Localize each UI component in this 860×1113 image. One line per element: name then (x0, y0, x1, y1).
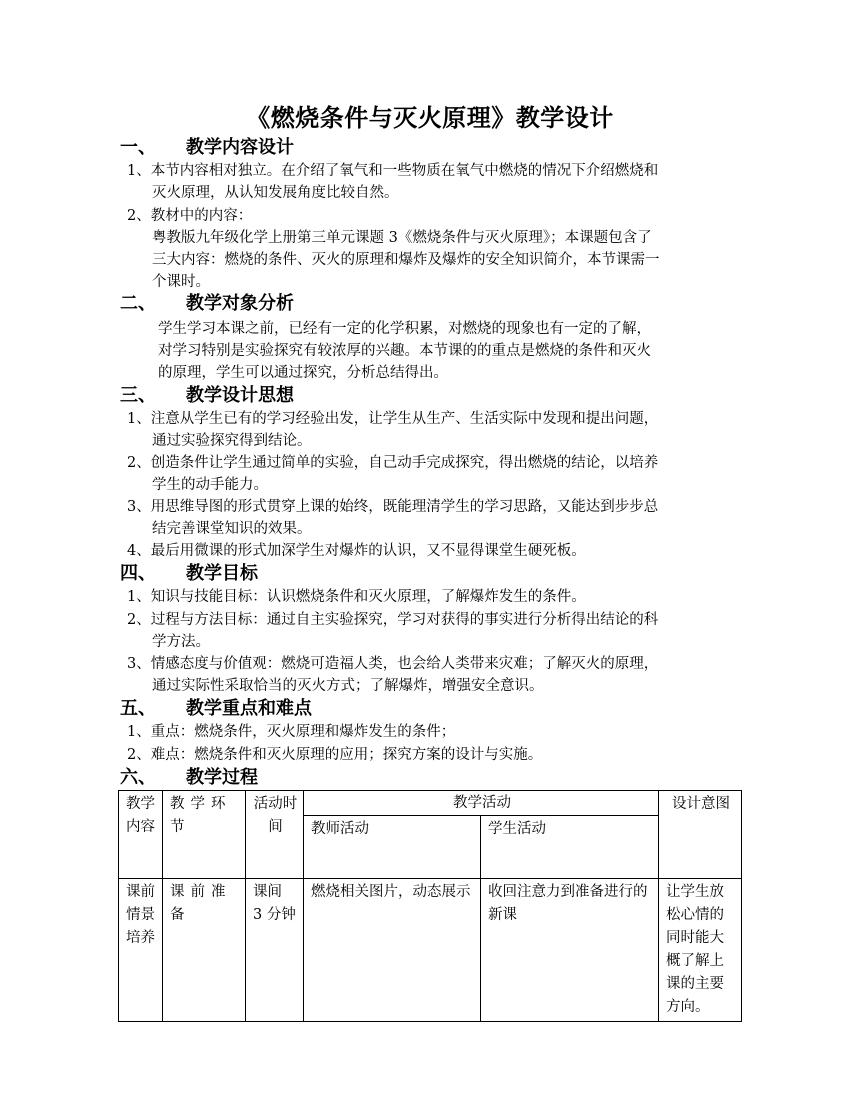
paragraph-line: 1、注意从学生已有的学习经验出发，让学生从生产、生活实际中发现和提出问题， (127, 411, 659, 427)
paragraph-line: 2、过程与方法目标：通过自主实验探究，学习对获得的事实进行分析得出结论的科 (127, 612, 659, 628)
cell-time-line: 课间 (253, 884, 282, 900)
cell-time-line: 3 分钟 (253, 907, 296, 923)
cell-teacher-activity: 燃烧相关图片，动态展示 (304, 879, 481, 1022)
paragraph-line: 通过实际性采取恰当的灭火方式；了解爆炸，增强安全意识。 (152, 678, 544, 694)
header-teaching-stage: 教学环节 (163, 791, 246, 879)
paragraph-line: 灭火原理，从认知发展角度比较自然。 (152, 185, 399, 201)
paragraph-line: 4、最后用微课的形式加深学生对爆炸的认识，又不显得课堂生硬死板。 (127, 543, 586, 559)
table-row (119, 879, 742, 1022)
cell-student-activity: 收回注意力到准备进行的新课 (481, 879, 659, 1022)
paragraph-line: 2、创造条件让学生通过简单的实验，自己动手完成探究，得出燃烧的结论，以培养 (127, 455, 659, 471)
paragraph-line: 2、教材中的内容： (127, 208, 253, 224)
header-teacher-activity: 教师活动 (304, 816, 481, 879)
paragraph-line: 学生的动手能力。 (152, 477, 268, 493)
section-heading-5: 五、 教学重点和难点 (120, 698, 312, 719)
document-title: 《燃烧条件与灭火原理》教学设计 (246, 104, 614, 132)
header-activity-time: 活动时间 (246, 791, 304, 879)
paragraph-line: 个课时。 (152, 274, 210, 290)
paragraph-line: 3、情感态度与价值观：燃烧可造福人类，也会给人类带来灾难；了解灭火的原理， (127, 656, 659, 672)
cell-time (246, 879, 304, 1022)
cell-design-intent: 让学生放松心情的同时能大概了解上课的主要方向。 (659, 879, 742, 1022)
section-heading-3: 三、 教学设计思想 (120, 385, 294, 406)
section-heading-6: 六、 教学过程 (120, 767, 258, 788)
header-student-activity: 学生活动 (481, 816, 659, 879)
cell-stage: 课前准备 (163, 879, 246, 1022)
section-heading-2: 二、 教学对象分析 (120, 293, 294, 314)
paragraph-line: 1、知识与技能目标：认识燃烧条件和灭火原理，了解爆炸发生的条件。 (127, 589, 586, 605)
paragraph-line: 学生学习本课之前，已经有一定的化学积累，对燃烧的现象也有一定的了解， (158, 321, 651, 337)
paragraph-line: 通过实验探究得到结论。 (152, 433, 312, 449)
paragraph-line: 3、用思维导图的形式贯穿上课的始终，既能理清学生的学习思路，又能达到步步总 (127, 499, 659, 515)
paragraph-line: 粤教版九年级化学上册第三单元课题 3《燃烧条件与灭火原理》；本课题包含了 (152, 230, 652, 246)
paragraph-line: 三大内容：燃烧的条件、灭火的原理和爆炸及爆炸的安全知识简介，本节课需一 (152, 252, 660, 268)
section-heading-4: 四、 教学目标 (120, 563, 258, 584)
paragraph-line: 2、难点：燃烧条件和灭火原理的应用；探究方案的设计与实施。 (127, 747, 543, 763)
header-teaching-content: 教学内容 (119, 791, 163, 879)
section-heading-1: 一、 教学内容设计 (120, 137, 294, 158)
paragraph-line: 结完善课堂知识的效果。 (152, 521, 312, 537)
paragraph-line: 学方法。 (152, 634, 210, 650)
cell-content: 课前情景培养 (119, 879, 163, 1022)
paragraph-line: 对学习特别是实验探究有较浓厚的兴趣。本节课的的重点是燃烧的条件和灭火 (158, 343, 651, 359)
header-design-intent: 设计意图 (659, 791, 742, 879)
paragraph-line: 1、重点：燃烧条件，灭火原理和爆炸发生的条件； (127, 724, 456, 740)
paragraph-line: 1、本节内容相对独立。在介绍了氧气和一些物质在氧气中燃烧的情况下介绍燃烧和 (127, 163, 659, 179)
header-teaching-activity: 教学活动 (304, 791, 659, 816)
teaching-process-table (118, 790, 742, 1022)
table-header-row (119, 791, 742, 816)
paragraph-line: 的原理，学生可以通过探究，分析总结得出。 (158, 365, 448, 381)
